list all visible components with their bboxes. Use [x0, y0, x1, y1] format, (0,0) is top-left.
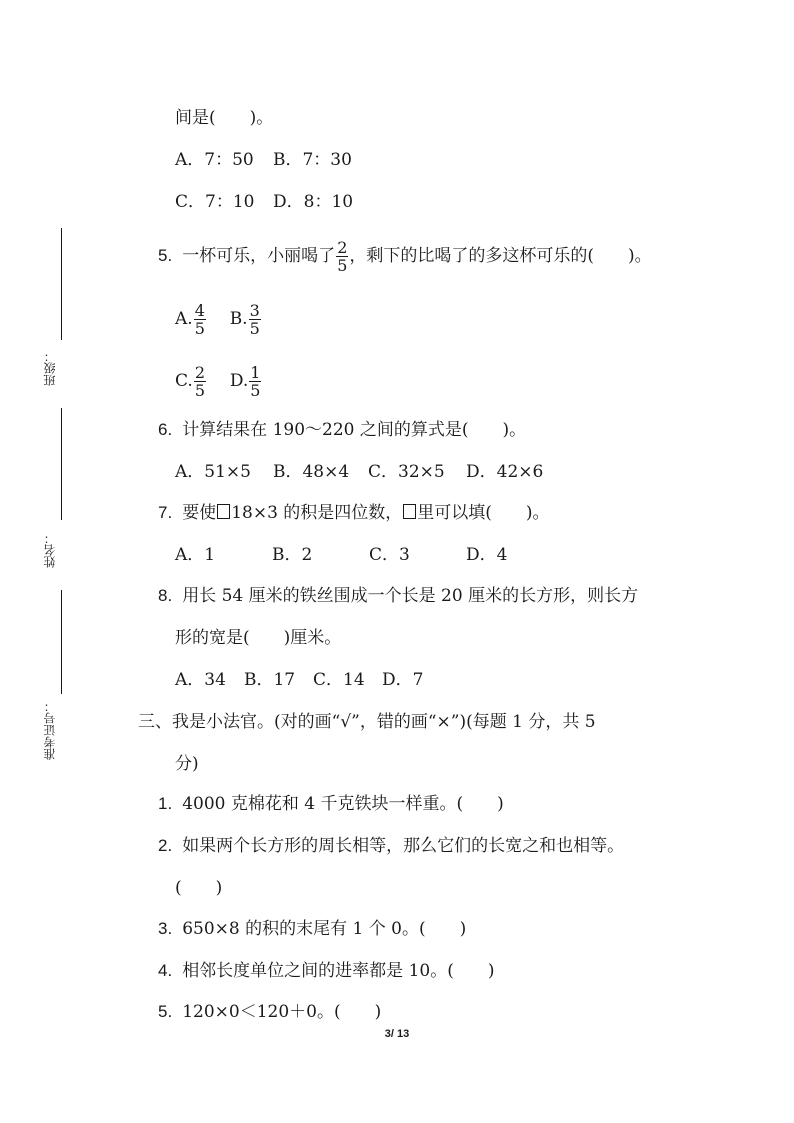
q5-fraction-denominator: 5	[337, 256, 348, 275]
class-underline	[61, 228, 62, 340]
q5-text-pre: 一杯可乐，小丽喝了	[182, 246, 336, 266]
judge-item-5	[158, 1000, 381, 1024]
judge-item-5-text: 120×0＜120＋0。( )	[182, 1002, 382, 1022]
q5-option-c-numerator: 2	[194, 363, 205, 382]
q6-option-d: D．42×6	[466, 462, 544, 482]
section3-title: 三、我是小法官。(对的画“√”，错的画“×”)(每题 1 分，共 5	[138, 712, 596, 732]
q8-stem	[158, 584, 638, 608]
judge-item-3-number: 3.	[158, 919, 173, 938]
blank-square-icon	[217, 504, 230, 519]
judge-item-4	[158, 959, 495, 983]
q5-option-a-denominator: 5	[194, 319, 205, 338]
q4-options-row1	[175, 148, 352, 172]
q5-option-b-numerator: 3	[249, 301, 260, 320]
q4-option-a: A．7：50	[175, 150, 254, 170]
q5-fraction	[336, 239, 348, 274]
q5-option-b-fraction	[249, 302, 261, 337]
q7-text-post: 里可以填( )。	[417, 503, 550, 523]
q5-option-c-fraction	[194, 364, 206, 399]
q8-option-c: C．14	[313, 670, 365, 690]
q8-number: 8.	[158, 586, 173, 605]
judge-item-1	[158, 792, 504, 816]
q4-option-c: C．7：10	[175, 192, 255, 212]
q7-option-d: D．4	[466, 545, 508, 565]
q6-options	[175, 460, 543, 484]
section3-title-continuation: 分)	[175, 754, 199, 774]
q5-stem	[158, 239, 652, 274]
q8-option-b: B．17	[244, 670, 296, 690]
q8-option-a: A．34	[175, 670, 226, 690]
q6-option-a: A．51×5	[175, 462, 251, 482]
q7-text-pre: 要使	[182, 503, 217, 523]
q4-option-d: D．8：10	[273, 192, 354, 212]
q5-option-a-numerator: 4	[194, 301, 205, 320]
q5-option-d-numerator: 1	[250, 363, 261, 382]
q7-option-a: A．1	[175, 545, 216, 565]
q5-option-d-denominator: 5	[250, 381, 261, 400]
class-label: 班级：	[43, 350, 57, 386]
q8-continuation: 形的宽是( )厘米。	[175, 628, 342, 648]
judge-item-2-number: 2.	[158, 836, 173, 855]
q7-number: 7.	[158, 503, 173, 522]
q6-option-c: C．32×5	[368, 462, 445, 482]
judge-item-2	[158, 834, 624, 858]
q5-option-d-label: D.	[229, 371, 249, 391]
q5-text-post: ，剩下的比喝了的多这杯可乐的( )。	[349, 246, 652, 266]
q4-continuation: 间是( )。	[175, 108, 274, 128]
judge-item-4-number: 4.	[158, 961, 173, 980]
q5-options-row1	[175, 302, 262, 337]
q8-text: 用长 54 厘米的铁丝围成一个长是 20 厘米的长方形，则长方	[182, 586, 639, 606]
q5-option-a-label: A.	[175, 309, 193, 329]
judge-item-5-number: 5.	[158, 1002, 173, 1021]
q4-option-b: B．7：30	[273, 150, 352, 170]
q6-option-b: B．48×4	[273, 462, 350, 482]
q5-option-c-denominator: 5	[194, 381, 205, 400]
q7-stem	[158, 501, 550, 525]
q5-number: 5.	[158, 246, 173, 265]
judge-item-3-text: 650×8 的积的末尾有 1 个 0。( )	[182, 919, 467, 939]
q6-text: 计算结果在 190～220 之间的算式是( )。	[182, 420, 527, 440]
name-label: 姓名：	[43, 532, 57, 568]
exam-id-underline	[61, 590, 62, 694]
q7-options	[175, 543, 507, 567]
judge-item-1-number: 1.	[158, 794, 173, 813]
q5-option-b-label: B.	[229, 309, 248, 329]
q7-option-b: B．2	[272, 545, 313, 565]
blank-square-icon	[403, 504, 416, 519]
judge-item-4-text: 相邻长度单位之间的进率都是 10。( )	[182, 961, 495, 981]
judge-item-1-text: 4000 克棉花和 4 千克铁块一样重。( )	[182, 794, 504, 814]
q5-option-b-denominator: 5	[249, 319, 260, 338]
q5-options-row2	[175, 364, 262, 399]
q5-option-d-fraction	[249, 364, 261, 399]
q8-option-d: D．7	[382, 670, 424, 690]
judge-item-2-text: 如果两个长方形的周长相等，那么它们的长宽之和也相等。	[182, 836, 625, 856]
judge-item-3	[158, 917, 466, 941]
q5-fraction-numerator: 2	[337, 238, 348, 257]
q7-option-c: C．3	[369, 545, 410, 565]
q5-option-a-fraction	[194, 302, 206, 337]
q6-stem	[158, 418, 526, 442]
page-number: 3/ 13	[384, 1028, 410, 1040]
q5-option-c-label: C.	[175, 371, 193, 391]
judge-item-2-answer-blank: ( )	[175, 878, 223, 898]
q6-number: 6.	[158, 420, 173, 439]
q8-options	[175, 668, 423, 692]
q7-text-mid: 18×3 的积是四位数，	[231, 503, 403, 523]
name-underline	[61, 408, 62, 520]
q4-options-row2	[175, 190, 353, 214]
exam-id-label: 准考证号：	[43, 700, 57, 760]
